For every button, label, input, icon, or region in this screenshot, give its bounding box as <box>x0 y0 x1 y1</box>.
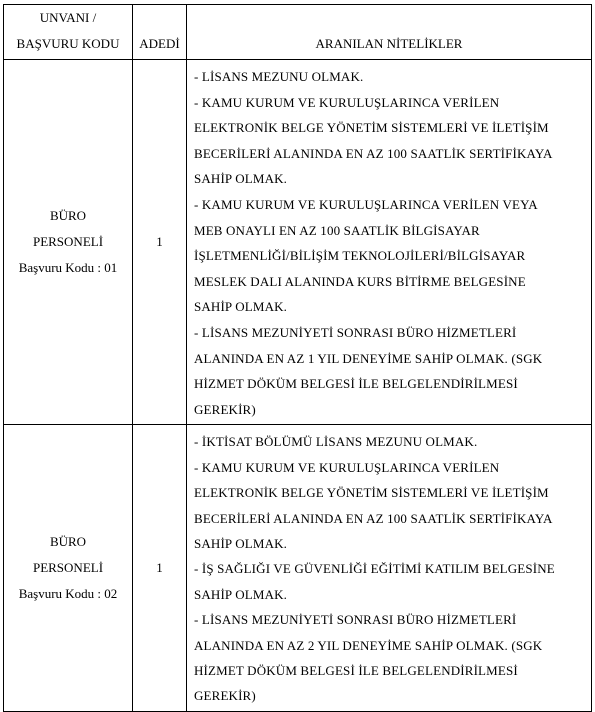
qualification-line: - KAMU KURUM VE KURULUŞLARINCA VERİLEN <box>194 459 500 475</box>
position-title-cell <box>4 425 133 711</box>
position-title-line1: BÜRO <box>49 208 87 224</box>
header-title-line1: UNVANI / <box>39 10 97 25</box>
qualification-line: - LİSANS MEZUNU OLMAK. <box>194 69 364 84</box>
qualification-line: SAHİP OLMAK. <box>194 171 288 187</box>
qualification-line: SAHİP OLMAK. <box>194 535 288 551</box>
table-row <box>4 425 592 711</box>
application-code: Başvuru Kodu : 02 <box>18 586 118 602</box>
qualification-line: MESLEK DALI ALANINDA KURS BİTİRME BELGESİNE <box>194 273 526 289</box>
qualification-line: BECERİLERİ ALANINDA EN AZ 100 SAATLİK SERTİFİKAYA <box>194 145 553 161</box>
qualification-line: MEB ONAYLI EN AZ 100 SAATLİK BİLGİSAYAR <box>194 222 480 238</box>
qualification-line: BECERİLERİ ALANINDA EN AZ 100 SAATLİK SERTİFİKAYA <box>194 510 553 526</box>
qualification-line: - KAMU KURUM VE KURULUŞLARINCA VERİLEN VEYA <box>194 196 538 212</box>
header-title-line2: BAŞVURU KODU <box>16 36 120 51</box>
qualification-line: - LİSANS MEZUNİYETİ SONRASI BÜRO HİZMETLERİ <box>194 324 517 340</box>
position-title-cell <box>4 60 133 425</box>
position-count: 1 <box>133 425 187 711</box>
qualifications-cell <box>187 60 592 425</box>
qualification-line: - KAMU KURUM VE KURULUŞLARINCA VERİLEN <box>194 94 500 110</box>
header-count: ADEDİ <box>133 5 187 60</box>
qualification-line: HİZMET DÖKÜM BELGESİ İLE BELGELENDİRİLMESİ <box>194 662 518 678</box>
qualification-line: SAHİP OLMAK. <box>194 586 288 602</box>
table-header-row <box>4 5 592 60</box>
qualification-line: - İŞ SAĞLIĞI VE GÜVENLİĞİ EĞİTİMİ KATILIM BELGESİNE <box>194 561 555 577</box>
qualification-line: İŞLETMENLİĞİ/BİLİŞİM TEKNOLOJİLERİ/BİLGİSAYAR <box>194 248 526 264</box>
qualification-line: GEREKİR) <box>194 688 256 704</box>
position-title-line2: PERSONELİ <box>32 560 104 576</box>
qualification-line: ALANINDA EN AZ 1 YIL DENEYİME SAHİP OLMAK. (SGK <box>194 350 543 366</box>
header-qualifications: ARANILAN NİTELİKLER <box>187 5 592 60</box>
qualifications-cell <box>187 425 592 711</box>
qualification-line: SAHİP OLMAK. <box>194 299 288 315</box>
qualification-line: ELEKTRONİK BELGE YÖNETİM SİSTEMLERİ VE İLETİŞİM <box>194 120 549 136</box>
qualification-line: GEREKİR) <box>194 401 256 417</box>
position-title-line1: BÜRO <box>49 534 87 550</box>
table-row <box>4 60 592 425</box>
qualification-line: ALANINDA EN AZ 2 YIL DENEYİME SAHİP OLMAK. (SGK <box>194 637 543 653</box>
application-code: Başvuru Kodu : 01 <box>18 260 118 276</box>
position-count: 1 <box>133 60 187 425</box>
header-title <box>4 5 133 60</box>
position-title-line2: PERSONELİ <box>32 234 104 250</box>
positions-table <box>3 4 592 712</box>
qualification-line: ELEKTRONİK BELGE YÖNETİM SİSTEMLERİ VE İLETİŞİM <box>194 485 549 501</box>
qualification-line: HİZMET DÖKÜM BELGESİ İLE BELGELENDİRİLMESİ <box>194 376 518 392</box>
qualification-line: - LİSANS MEZUNİYETİ SONRASI BÜRO HİZMETLERİ <box>194 612 517 628</box>
qualification-line: - İKTİSAT BÖLÜMÜ LİSANS MEZUNU OLMAK. <box>194 434 478 450</box>
